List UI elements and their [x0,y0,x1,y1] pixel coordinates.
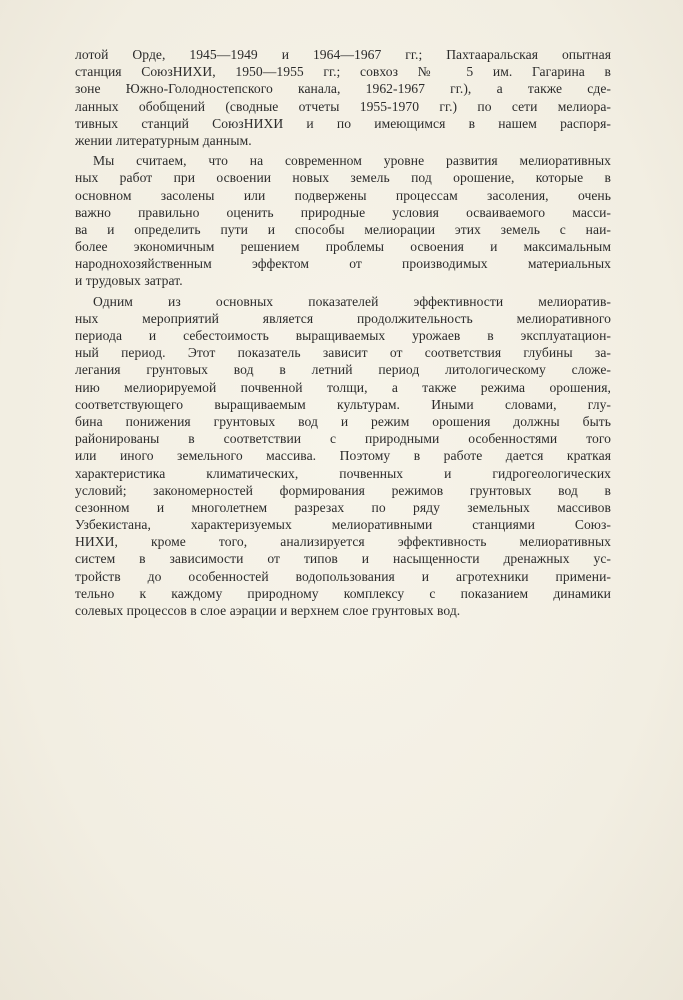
text-line: Узбекистана, характеризуемых мелиоративными станциями Союз- [75,517,611,533]
text-line: более экономичным решением проблемы освоения и максимальным [75,239,611,255]
text-line: важно правильно оценить природные условия осваиваемого масси- [75,204,611,220]
text-line: и трудовых затрат. [75,273,183,289]
paragraph-1 [75,46,611,149]
text-line: соответствующего выращиваемым культурам. Иными словами, глу- [75,396,611,412]
text-line: нию мелиорируемой почвенной толщи, а также режима орошения, [75,379,611,395]
text-line: ва и определить пути и способы мелиорации этих земель с наи- [75,221,611,237]
text-line: легания грунтовых вод в летний период литологическому сложе- [75,362,611,378]
text-line: основном засолены или подвержены процессам засоления, очень [75,187,611,203]
text-line: или иного земельного массива. Поэтому в работе дается краткая [75,448,611,464]
text-line: периода и себестоимость выращиваемых урожаев в эксплуатацион- [75,328,611,343]
text-line: зоне Южно-Голодностепского канала, 1962-1967 гг.), а также сде- [75,81,611,97]
text-line: народнохозяйственным эффектом от производимых материальных [75,256,611,272]
text-line: бина понижения грунтовых вод и режим орошения должны быть [75,413,611,429]
text-line: сезонном и многолетнем разрезах по ряду земельных массивов [75,499,611,515]
text-line: ный период. Этот показатель зависит от соответствия глубины за- [75,345,611,361]
text-line: тивных станций СоюзНИХИ и по имеющимся в нашем распоря- [75,115,611,131]
text-line: станция СоюзНИХИ, 1950—1955 гг.; совхоз № 5 им. Гагарина в [75,64,611,80]
paragraph-3 [75,293,611,620]
text-line: лотой Орде, 1945—1949 и 1964—1967 гг.; Пахтааральская опытная [75,47,611,62]
text-line: ланных обобщений (сводные отчеты 1955-1970 гг.) по сети мелиора- [75,98,611,114]
body-text [75,46,611,619]
text-line: ных мероприятий является продолжительность мелиоративного [75,310,611,326]
text-line: Мы считаем, что на современном уровне развития мелиоративных [93,153,611,169]
text-line: тельно к каждому природному комплексу с показанием динамики [75,585,611,601]
text-line: районированы в соответствии с природными особенностями того [75,431,611,447]
text-line: характеристика климатических, почвенных и гидрогеологических [75,465,611,481]
paragraph-2 [75,152,611,290]
text-line: НИХИ, кроме того, анализируется эффективность мелиоративных [75,534,611,550]
text-line: систем в зависимости от типов и насыщенности дренажных ус- [75,551,611,567]
text-line: Одним из основных показателей эффективности мелиоратив- [93,293,611,309]
text-line: условий; закономерностей формирования режимов грунтовых вод в [75,482,611,498]
text-line: ных работ при освоении новых земель под орошение, которые в [75,170,611,186]
text-line: тройств до особенностей водопользования и агротехники примени- [75,568,611,584]
text-line: жении литературным данным. [75,132,252,148]
text-line: солевых процессов в слое аэрации и верхнем слое грунтовых вод. [75,603,461,618]
